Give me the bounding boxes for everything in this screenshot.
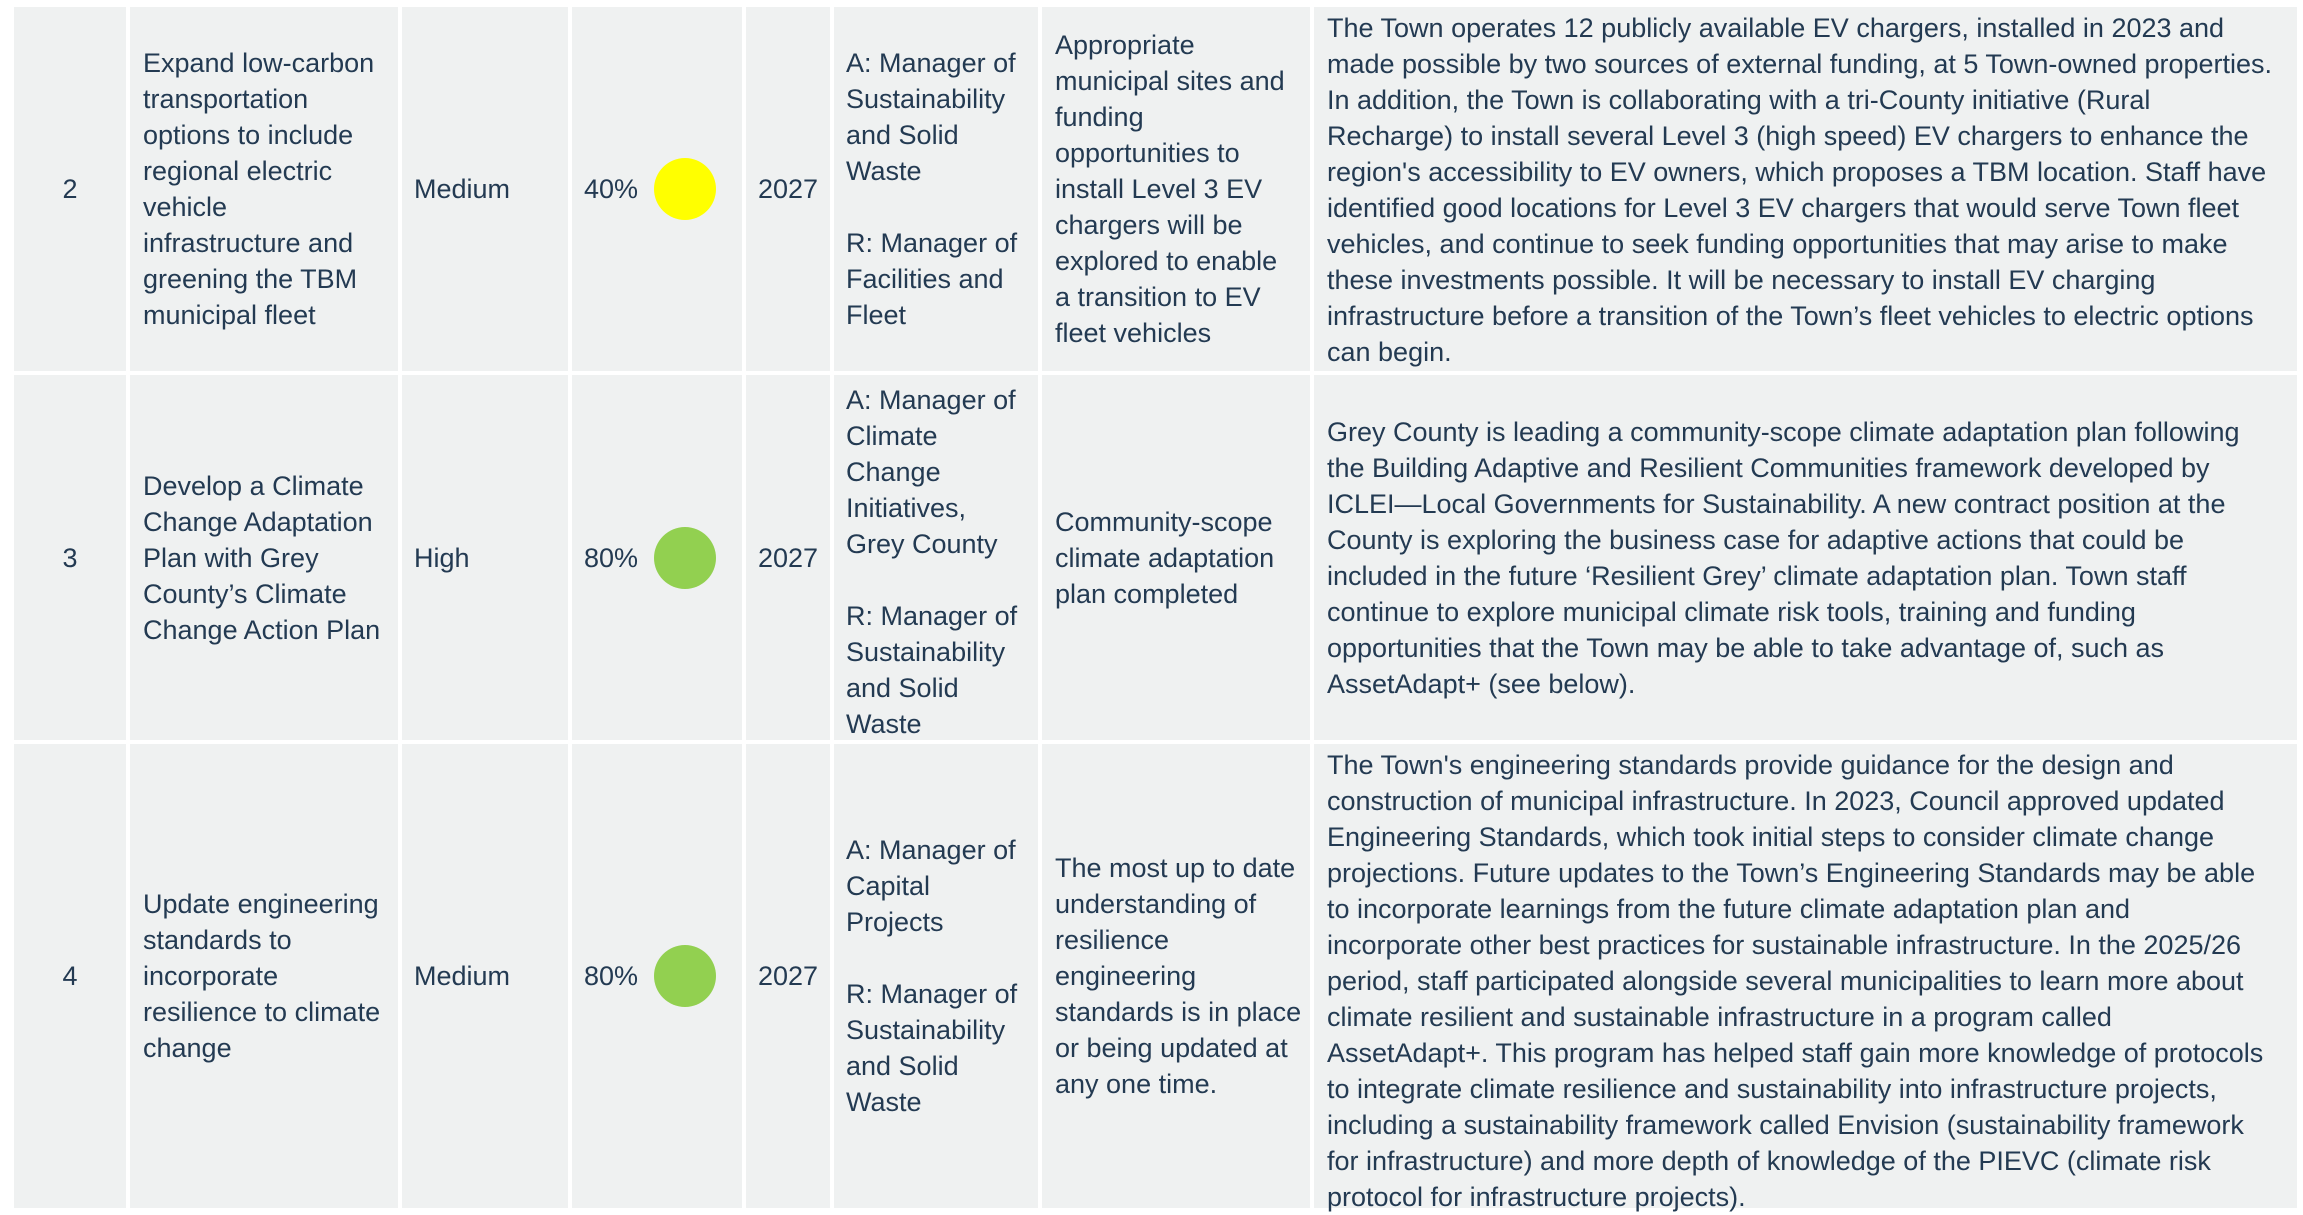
target-outcome: The most up to date understanding of resilience engineering standards is in place or being updated at any one time.: [1042, 744, 1314, 1208]
responsibility: A: Manager of Climate Change Initiatives, Grey County R: Manager of Sustainability and Solid Waste: [834, 375, 1042, 740]
status-indicator-dot: [654, 945, 716, 1007]
status-update: The Town operates 12 publicly available EV chargers, installed in 2023 and made possible by two sources of external funding, at 5 Town-owned properties. In addition, the Town is collaborating with a tri-County initiative (Rural Recharge) to install several Level 3 (high speed) EV chargers to enhance the region's accessibility to EV owners, which proposes a TBM location. Staff have identified good locations for Level 3 EV chargers that would serve Town fleet vehicles, and continue to seek funding opportunities that may arise to make these investments possible. It will be necessary to install EV charging infrastructure before a transition of the Town’s fleet vehicles to electric options can begin.: [1314, 7, 2297, 371]
target-outcome: Community-scope climate adaptation plan completed: [1042, 375, 1314, 740]
target-year: 2027: [746, 7, 834, 371]
progress-percent: 80%: [584, 961, 639, 991]
progress-cell: [572, 744, 746, 1208]
status-indicator-dot: [654, 158, 716, 220]
status-update: Grey County is leading a community-scope climate adaptation plan following the Building Adaptive and Resilient Communities framework developed by ICLEI—Local Governments for Sustainability. A new contract position at the County is exploring the business case for adaptive actions that could be included in the future ‘Resilient Grey’ climate adaptation plan. Town staff continue to explore municipal climate risk tools, training and funding opportunities that the Town may be able to take advantage of, such as AssetAdapt+ (see below).: [1314, 375, 2297, 740]
priority-value: Medium: [402, 7, 572, 371]
progress-cell: [572, 7, 746, 371]
action-number: 2: [14, 7, 130, 371]
target-outcome: Appropriate municipal sites and funding opportunities to install Level 3 EV chargers will be explored to enable a transition to EV fleet vehicles: [1042, 7, 1314, 371]
table-row: [14, 744, 2297, 1212]
target-year: 2027: [746, 375, 834, 740]
table-row: [14, 375, 2297, 744]
status-update: The Town's engineering standards provide guidance for the design and construction of municipal infrastructure. In 2023, Council approved updated Engineering Standards, which took initial steps to consider climate change projections. Future updates to the Town’s Engineering Standards may be able to incorporate learnings from the future climate adaptation plan and incorporate other best practices for sustainable infrastructure. In the 2025/26 period, staff participated alongside several municipalities to learn more about climate resilient and sustainable infrastructure in a program called AssetAdapt+. This program has helped staff gain more knowledge of protocols to integrate climate resilience and sustainability into infrastructure projects, including a sustainability framework called Envision (sustainability framework for infrastructure) and more depth of knowledge of the PIEVC (climate risk protocol for infrastructure projects).: [1314, 744, 2297, 1208]
target-year: 2027: [746, 744, 834, 1208]
action-description: Update engineering standards to incorporate resilience to climate change: [130, 744, 402, 1208]
table-row: [14, 7, 2297, 375]
action-number: 4: [14, 744, 130, 1208]
action-table: [14, 7, 2297, 1212]
action-number: 3: [14, 375, 130, 740]
responsibility: A: Manager of Sustainability and Solid Waste R: Manager of Facilities and Fleet: [834, 7, 1042, 371]
action-description: Develop a Climate Change Adaptation Plan with Grey County’s Climate Change Action Plan: [130, 375, 402, 740]
progress-percent: 80%: [584, 542, 639, 573]
responsibility: A: Manager of Capital Projects R: Manager of Sustainability and Solid Waste: [834, 744, 1042, 1208]
status-indicator-dot: [654, 527, 716, 589]
action-description: Expand low-carbon transportation options to include regional electric vehicle infrastructure and greening the TBM municipal fleet: [130, 7, 402, 371]
progress-cell: [572, 375, 746, 740]
progress-percent: 40%: [584, 174, 639, 204]
priority-value: Medium: [402, 744, 572, 1208]
priority-value: High: [402, 375, 572, 740]
